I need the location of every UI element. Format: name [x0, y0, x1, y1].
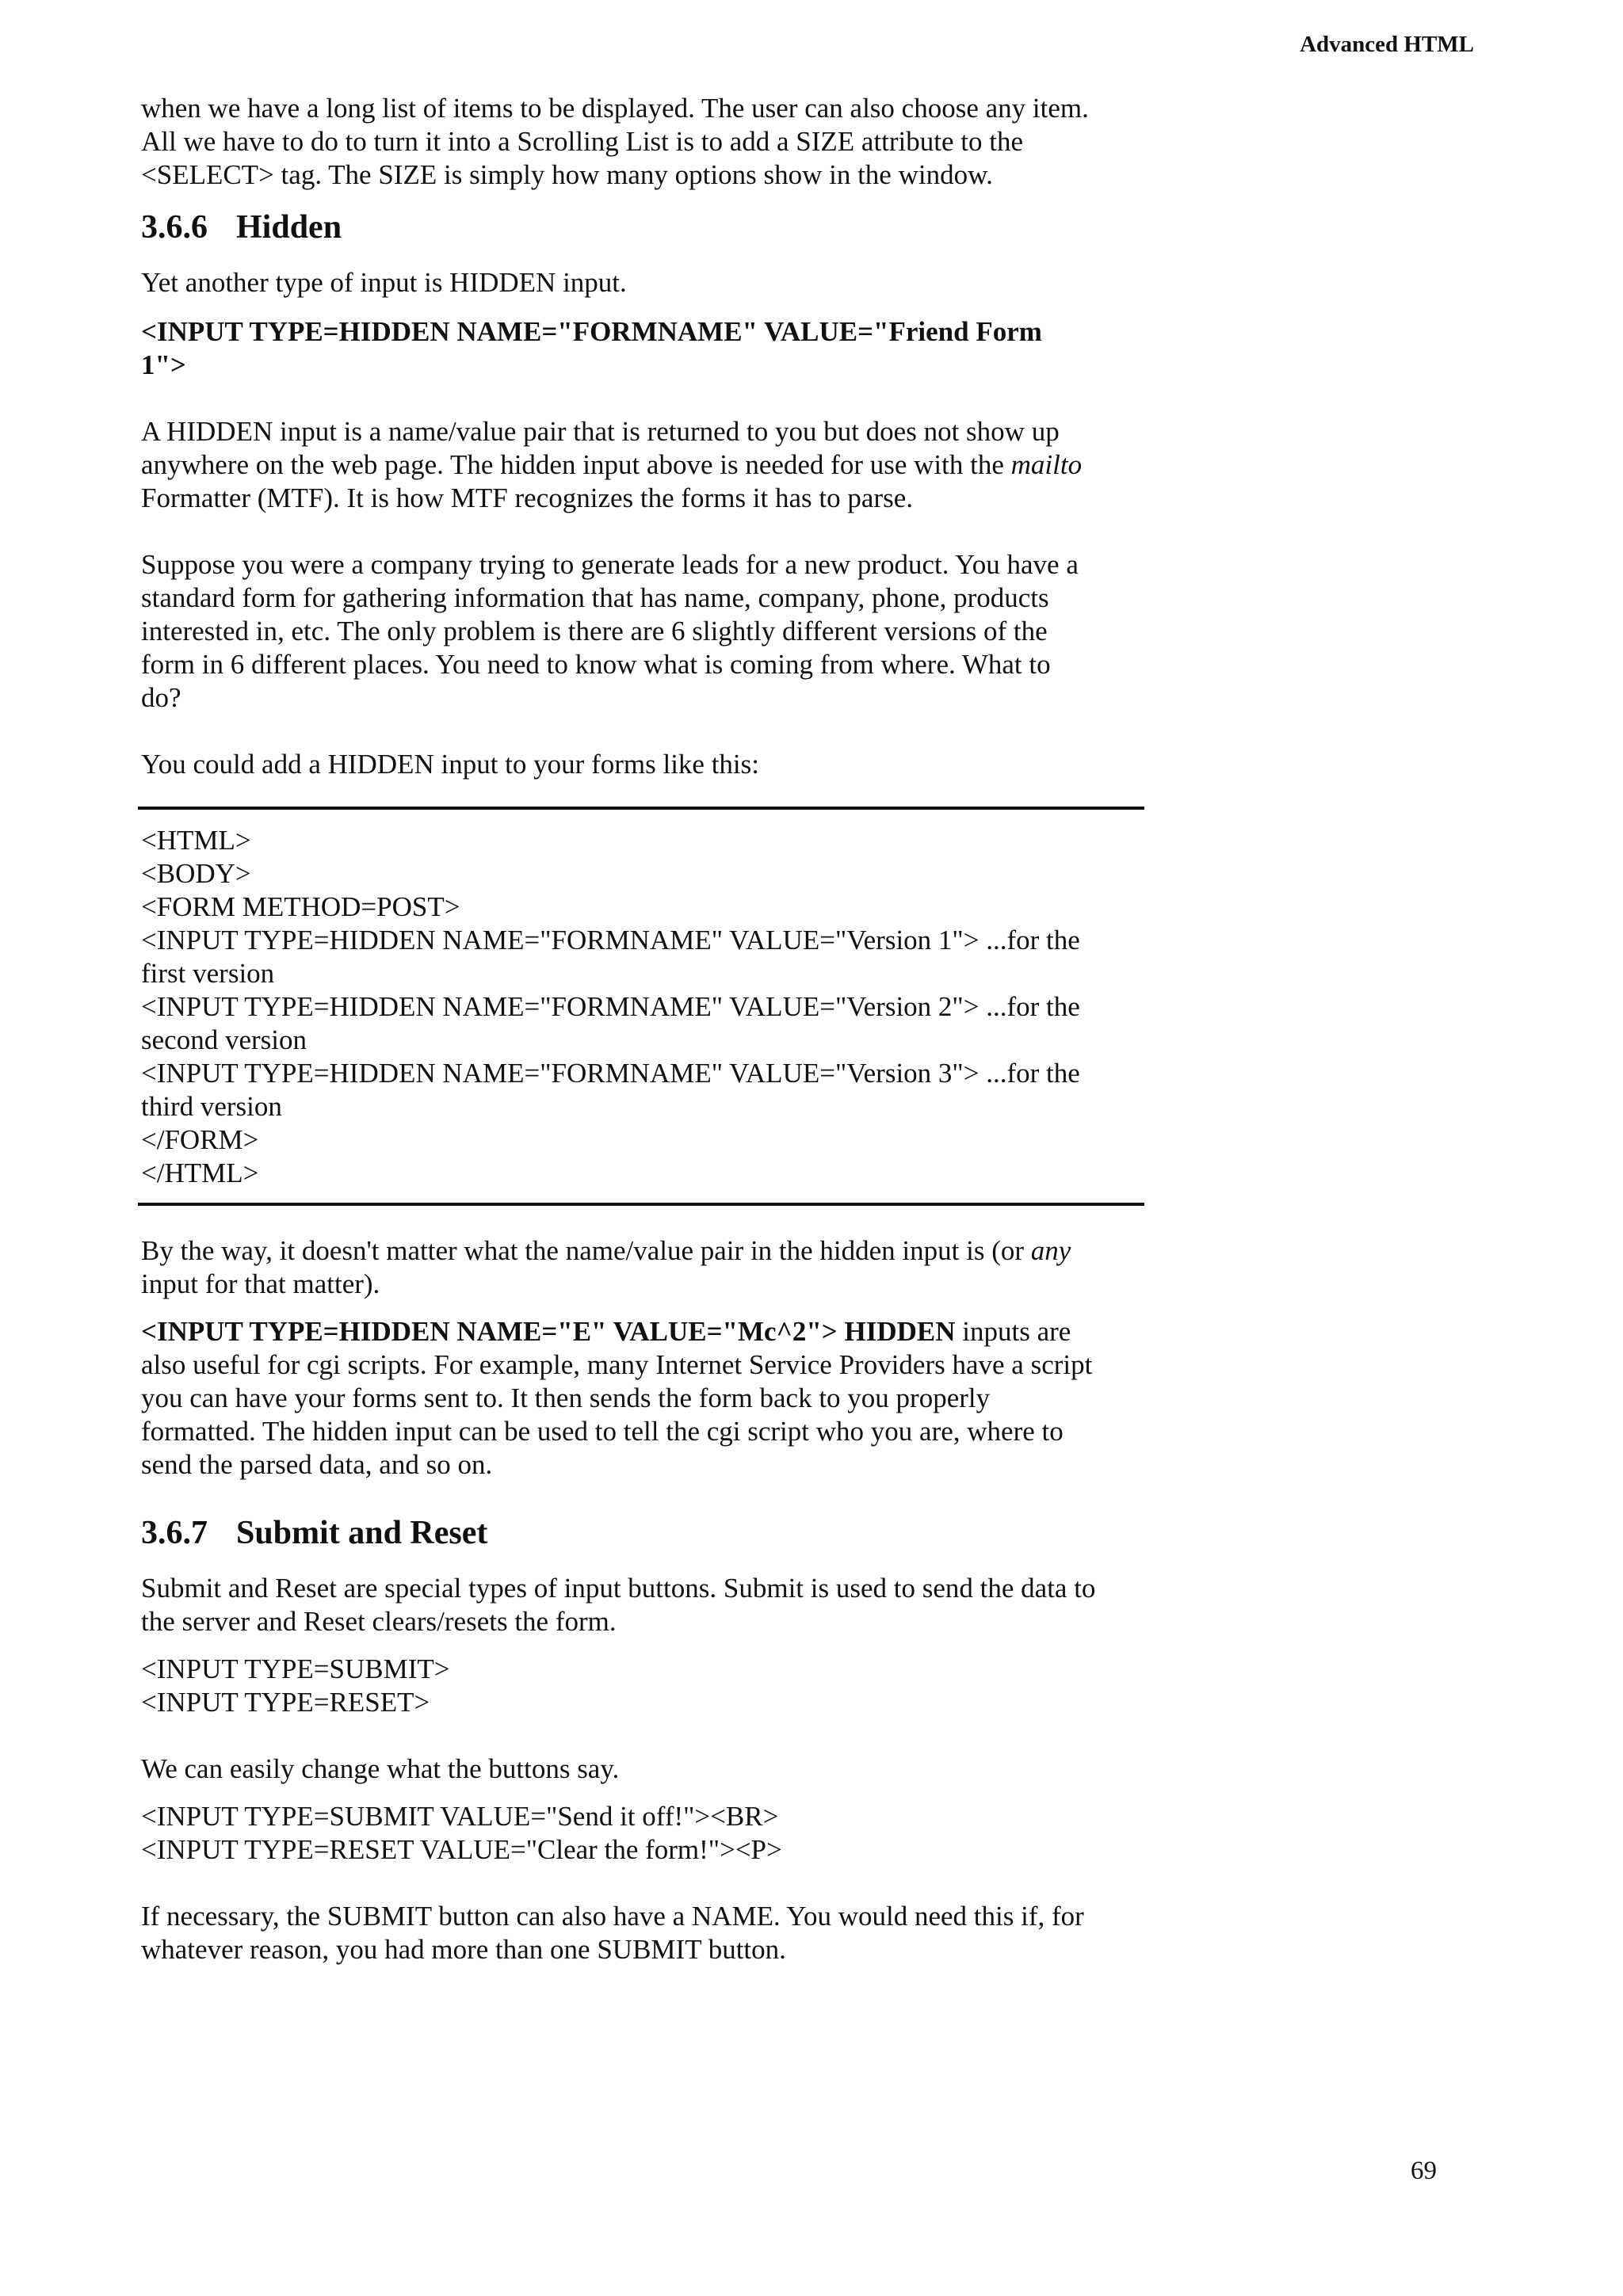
hidden-code-block [141, 810, 1148, 1203]
hidden-cgi-paragraph [141, 1315, 1148, 1482]
code-line: <BODY> [141, 858, 251, 889]
hidden-code-intro: You could add a HIDDEN input to your forms like this: [141, 749, 759, 780]
hidden-intro-text: Yet another type of input is HIDDEN input. [141, 267, 627, 298]
change-buttons-text: We can easily change what the buttons say. [141, 1753, 620, 1784]
section-heading-submit-reset [141, 1513, 1148, 1553]
code-line: third version [141, 1091, 282, 1122]
code-line: </FORM> [141, 1124, 259, 1155]
code-line: </HTML> [141, 1158, 259, 1188]
text-run: inputs are also useful for cgi scripts. For example, many Internet Service Providers have a script you can have your forms sent to. It then sends the form back to you properly formatted. The hidden input can be used to tell the cgi script who you are, where to send the parsed data, and so on. [141, 1316, 1093, 1480]
hidden-description [141, 415, 1148, 515]
page-body [141, 92, 1148, 1966]
example-code-line: <INPUT TYPE=HIDDEN NAME="FORMNAME" VALUE="Friend Form [141, 316, 1042, 347]
submit-reset-code [141, 1653, 1148, 1719]
code-line: <INPUT TYPE=RESET> [141, 1687, 430, 1718]
submit-name-paragraph: If necessary, the SUBMIT button can also have a NAME. You would need this if, for whatever reason, you had more than one SUBMIT button. [141, 1901, 1084, 1965]
mailto-emphasis: mailto [1010, 449, 1083, 480]
section-number: 3.6.7 [141, 1515, 208, 1551]
text-run: input for that matter). [141, 1268, 380, 1299]
code-line: <INPUT TYPE=HIDDEN NAME="FORMNAME" VALUE="Version 3"> ...for the [141, 1058, 1080, 1089]
intro-paragraph [141, 92, 1148, 192]
any-emphasis: any [1030, 1235, 1071, 1266]
section-title: Submit and Reset [236, 1515, 488, 1551]
code-line: <INPUT TYPE=RESET VALUE="Clear the form!"><P> [141, 1834, 782, 1865]
hidden-by-the-way [141, 1234, 1148, 1301]
intro-line: when we have a long list of items to be displayed. The user can also choose any item. [141, 93, 1089, 124]
code-line: second version [141, 1024, 307, 1055]
hidden-example-code [141, 315, 1148, 382]
code-block-bottom-rule [138, 1203, 1144, 1206]
button-value-code [141, 1800, 1148, 1867]
intro-line: <SELECT> tag. The SIZE is simply how many options show in the window. [141, 159, 993, 190]
hidden-e-code: <INPUT TYPE=HIDDEN NAME="E" VALUE="Mc^2"> HIDDEN [141, 1316, 956, 1347]
code-line: <INPUT TYPE=SUBMIT VALUE="Send it off!"><BR> [141, 1801, 779, 1832]
code-line: first version [141, 958, 275, 989]
text-run: Formatter (MTF). It is how MTF recognizes the forms it has to parse. [141, 482, 913, 513]
code-line: <INPUT TYPE=HIDDEN NAME="FORMNAME" VALUE="Version 2"> ...for the [141, 991, 1080, 1022]
page-number: 69 [1411, 2157, 1437, 2185]
intro-line: All we have to do to turn it into a Scrolling List is to add a SIZE attribute to the [141, 126, 1024, 157]
hidden-scenario: Suppose you were a company trying to generate leads for a new product. You have a standard form for gathering information that has name, company, phone, products interested in, etc. The only problem is there are 6 slightly different versions of the form in 6 different places. You need to know what is coming from where. What to do? [141, 549, 1079, 713]
section-heading-hidden [141, 208, 1148, 247]
code-line: <INPUT TYPE=HIDDEN NAME="FORMNAME" VALUE="Version 1"> ...for the [141, 925, 1080, 955]
section-number: 3.6.6 [141, 209, 208, 246]
code-line: <FORM METHOD=POST> [141, 891, 460, 922]
submit-reset-intro: Submit and Reset are special types of input buttons. Submit is used to send the data to the server and Reset clears/resets the form. [141, 1573, 1096, 1637]
code-line: <HTML> [141, 825, 251, 856]
text-run: By the way, it doesn't matter what the name/value pair in the hidden input is (or [141, 1235, 1031, 1266]
running-header: Advanced HTML [1300, 32, 1474, 57]
example-code-line: 1"> [141, 349, 186, 380]
text-run: A HIDDEN input is a name/value pair that is returned to you but does not show up anywhere on the web page. The hidden input above is needed for use with the [141, 416, 1060, 480]
section-title: Hidden [236, 209, 342, 246]
code-line: <INPUT TYPE=SUBMIT> [141, 1653, 450, 1684]
